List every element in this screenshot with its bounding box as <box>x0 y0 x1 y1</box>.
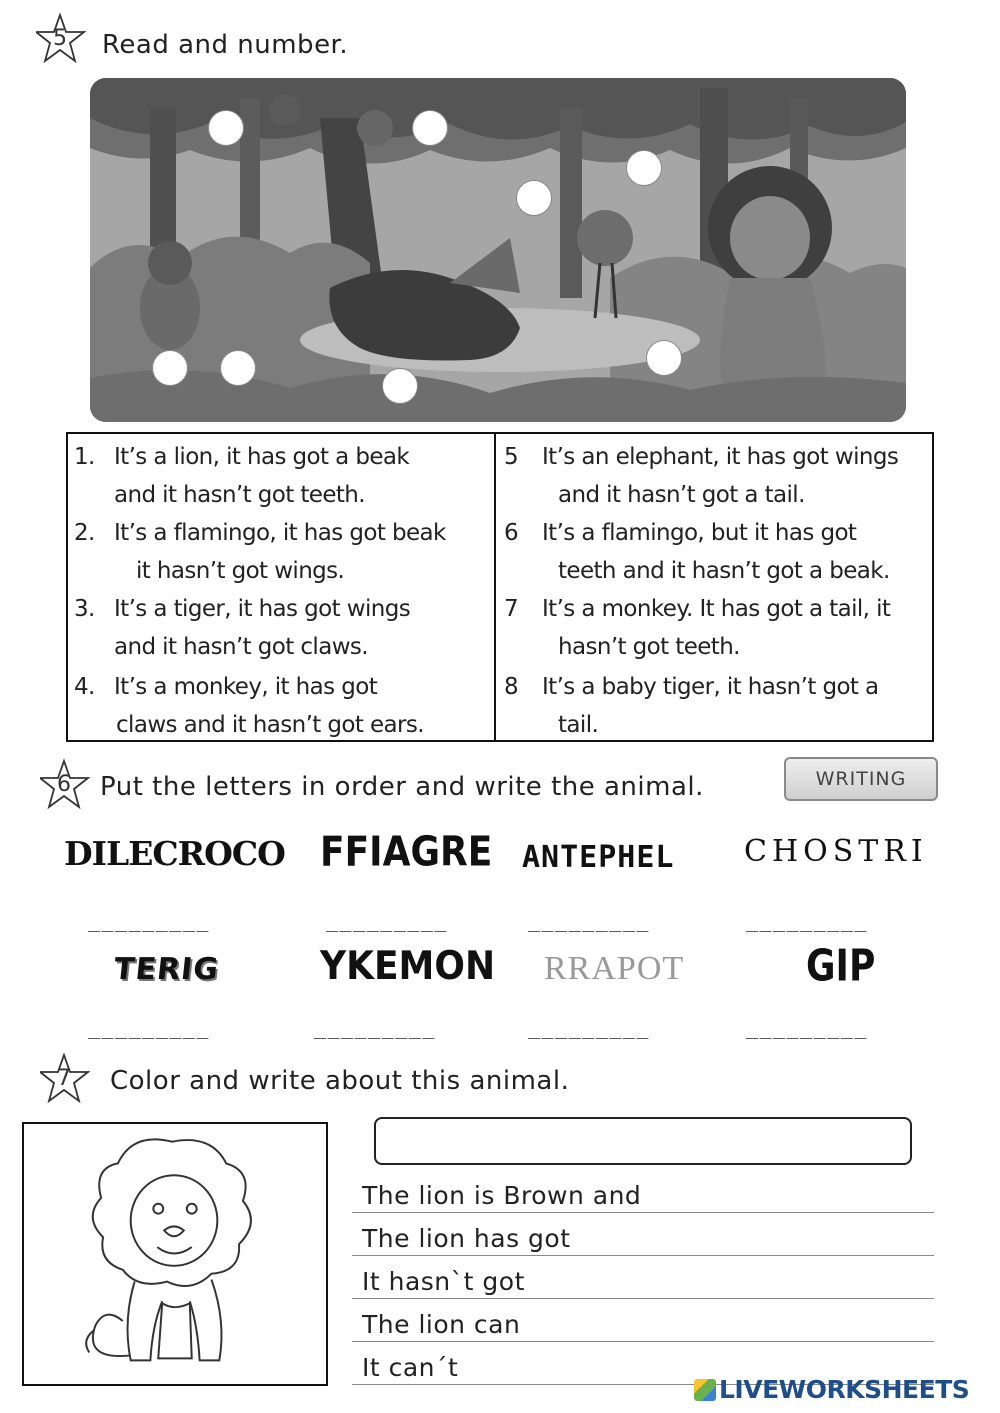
section-number: 6 <box>57 772 71 797</box>
scrambled-word-8: GIP <box>806 941 876 992</box>
scrambled-word-2: FFIAGRE <box>320 828 493 877</box>
lion-coloring-image <box>22 1122 328 1386</box>
writing-button[interactable]: WRITING <box>784 757 938 801</box>
sentence-4: 4. It’s a monkey, it has got claws and it hasn’t got ears. <box>74 674 425 738</box>
scrambled-word-5: TERIG <box>112 952 221 987</box>
brand-logo: LIVEWORKSHEETS <box>694 1375 969 1404</box>
answer-circle[interactable] <box>516 180 552 216</box>
scrambled-word-1: DILECROCO <box>64 834 285 873</box>
sentence-2: 2. It’s a flamingo, it has got beak it hasn’t got wings. <box>74 520 446 584</box>
sentence-5: 5 It’s an elephant, it has got wings and it hasn’t got a tail. <box>504 444 899 508</box>
star-icon <box>40 1052 102 1108</box>
section-title: Put the letters in order and write the animal. <box>100 772 704 802</box>
answer-blank[interactable]: _________ <box>746 908 868 932</box>
section-number: 5 <box>53 26 67 51</box>
answer-blank[interactable]: _________ <box>88 908 210 932</box>
sentence-6: 6 It’s a flamingo, but it has got teeth and it hasn’t got a beak. <box>504 520 890 584</box>
sentence-8: 8 It’s a baby tiger, it hasn’t got a tail. <box>504 674 879 738</box>
answer-blank[interactable]: _________ <box>314 1015 436 1039</box>
sentence-1: 1. It’s a lion, it has got a beak and it hasn’t got teeth. <box>74 444 410 508</box>
answer-blank[interactable]: _________ <box>88 1015 210 1039</box>
scrambled-word-4: CHOSTRI <box>744 834 928 869</box>
jungle-scene-image <box>90 78 906 422</box>
writing-line-1[interactable]: The lion is Brown and <box>352 1170 934 1213</box>
sentences-table <box>66 432 934 742</box>
answer-blank[interactable]: _________ <box>528 908 650 932</box>
answer-circle[interactable] <box>208 110 244 146</box>
answer-circle[interactable] <box>626 150 662 186</box>
writing-line-3[interactable]: It hasn`t got <box>352 1256 934 1299</box>
writing-line-5[interactable]: It can´t <box>352 1342 934 1385</box>
answer-circle[interactable] <box>646 340 682 376</box>
scrambled-word-3: ANTEPHEL <box>522 840 675 875</box>
table-divider <box>494 434 496 740</box>
answer-blank[interactable]: _________ <box>326 908 448 932</box>
scrambled-word-6: YKEMON <box>320 943 496 990</box>
sentence-7: 7 It’s a monkey. It has got a tail, it hasn’t got teeth. <box>504 596 891 660</box>
section-number: 7 <box>57 1066 71 1091</box>
answer-circle[interactable] <box>220 350 256 386</box>
sentence-3: 3. It’s a tiger, it has got wings and it hasn’t got claws. <box>74 596 411 660</box>
answer-blank[interactable]: _________ <box>528 1015 650 1039</box>
star-icon <box>40 758 102 814</box>
answer-blank[interactable]: _________ <box>746 1015 868 1039</box>
animal-name-input[interactable] <box>374 1117 912 1165</box>
answer-circle[interactable] <box>152 350 188 386</box>
writing-line-4[interactable]: The lion can <box>352 1299 934 1342</box>
answer-circle[interactable] <box>412 110 448 146</box>
liveworksheets-icon <box>694 1379 716 1401</box>
scrambled-word-7: RRAPOT <box>544 950 685 987</box>
writing-line-2[interactable]: The lion has got <box>352 1213 934 1256</box>
answer-circle[interactable] <box>382 368 418 404</box>
section-title: Read and number. <box>102 30 349 60</box>
section-title: Color and write about this animal. <box>110 1066 570 1096</box>
star-icon <box>36 12 98 68</box>
